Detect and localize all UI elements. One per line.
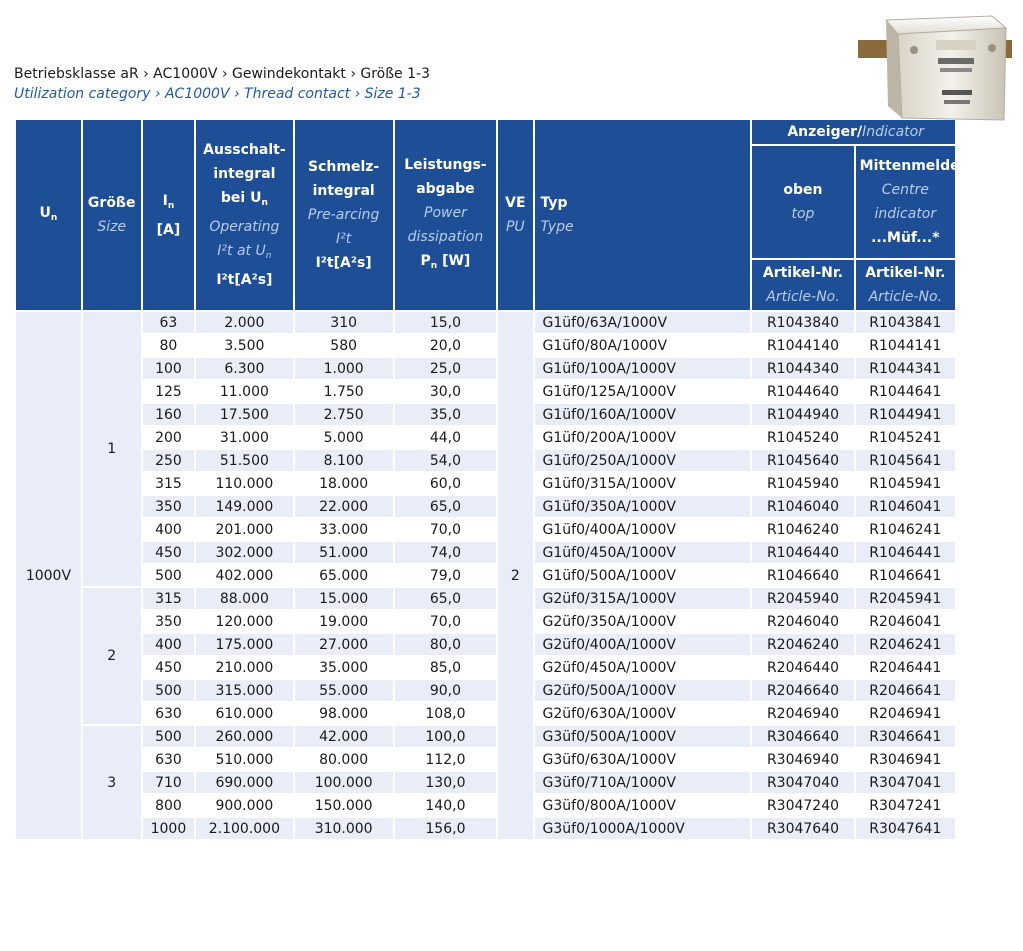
article-centre-cell: R3047641 (856, 818, 955, 839)
melting-integral-cell: 22.000 (295, 496, 393, 517)
header-breaking-integral: Ausschalt- integral bei $U_n$ Operating I²t at $U_n$ I²t[A²s] (196, 120, 292, 310)
breaking-integral-cell: 175.000 (196, 634, 292, 655)
breaking-integral-cell: 3.500 (196, 335, 292, 356)
fuse-table (14, 118, 967, 841)
rated-current-cell: 80 (143, 335, 195, 356)
power-dissipation-cell: 100,0 (395, 726, 496, 747)
article-centre-cell: R1044641 (856, 381, 955, 402)
table-row (16, 450, 955, 471)
article-top-cell: R1043840 (752, 312, 853, 333)
melting-integral-cell: 33.000 (295, 519, 393, 540)
power-dissipation-cell: 44,0 (395, 427, 496, 448)
ve-cell: 2 (498, 312, 532, 839)
article-top-cell: R1044940 (752, 404, 853, 425)
article-centre-cell: R1044341 (856, 358, 955, 379)
size-cell: 1 (83, 312, 141, 586)
table-row (16, 726, 955, 747)
breaking-integral-cell: 6.300 (196, 358, 292, 379)
rated-current-cell: 630 (143, 703, 195, 724)
rated-current-cell: 450 (143, 657, 195, 678)
title-block (14, 64, 430, 104)
table-row (16, 680, 955, 701)
article-centre-cell: R1046641 (856, 565, 955, 586)
melting-integral-cell: 310 (295, 312, 393, 333)
type-cell: G3üf0/500A/1000V (535, 726, 751, 747)
header-type: Typ Type (535, 120, 751, 310)
fuse-product-image (852, 6, 1017, 128)
table-row (16, 565, 955, 586)
type-cell: G1üf0/450A/1000V (535, 542, 751, 563)
title-german: Betriebsklasse aR › AC1000V › Gewindekontakt › Größe 1-3 (14, 66, 430, 82)
breaking-integral-cell: 260.000 (196, 726, 292, 747)
melting-integral-cell: 51.000 (295, 542, 393, 563)
type-cell: G1üf0/100A/1000V (535, 358, 751, 379)
type-cell: G2üf0/350A/1000V (535, 611, 751, 632)
breaking-integral-cell: 149.000 (196, 496, 292, 517)
breaking-integral-cell: 210.000 (196, 657, 292, 678)
header-un: $U_n$ (16, 120, 81, 310)
type-cell: G3üf0/710A/1000V (535, 772, 751, 793)
table-row (16, 634, 955, 655)
melting-integral-cell: 55.000 (295, 680, 393, 701)
rated-current-cell: 160 (143, 404, 195, 425)
type-cell: G2üf0/450A/1000V (535, 657, 751, 678)
type-cell: G2üf0/400A/1000V (535, 634, 751, 655)
breaking-integral-cell: 302.000 (196, 542, 292, 563)
power-dissipation-cell: 140,0 (395, 795, 496, 816)
header-power-dissipation: Leistungs- abgabe Power dissipation $P_n$ [W] (395, 120, 496, 310)
table-row (16, 519, 955, 540)
melting-integral-cell: 42.000 (295, 726, 393, 747)
table-row (16, 657, 955, 678)
article-top-cell: R1045240 (752, 427, 853, 448)
power-dissipation-cell: 112,0 (395, 749, 496, 770)
type-cell: G3üf0/1000A/1000V (535, 818, 751, 839)
breaking-integral-cell: 17.500 (196, 404, 292, 425)
table-row (16, 496, 955, 517)
article-centre-cell: R1044141 (856, 335, 955, 356)
rated-current-cell: 125 (143, 381, 195, 402)
breaking-integral-cell: 315.000 (196, 680, 292, 701)
type-cell: G1üf0/80A/1000V (535, 335, 751, 356)
table-row (16, 381, 955, 402)
power-dissipation-cell: 30,0 (395, 381, 496, 402)
fuse-table-body (16, 312, 955, 839)
article-top-cell: R2046440 (752, 657, 853, 678)
melting-integral-cell: 580 (295, 335, 393, 356)
melting-integral-cell: 310.000 (295, 818, 393, 839)
power-dissipation-cell: 15,0 (395, 312, 496, 333)
breaking-integral-cell: 11.000 (196, 381, 292, 402)
type-cell: G2üf0/500A/1000V (535, 680, 751, 701)
melting-integral-cell: 98.000 (295, 703, 393, 724)
power-dissipation-cell: 85,0 (395, 657, 496, 678)
power-dissipation-cell: 70,0 (395, 611, 496, 632)
article-centre-cell: R3046941 (856, 749, 955, 770)
type-cell: G2üf0/630A/1000V (535, 703, 751, 724)
rated-current-cell: 450 (143, 542, 195, 563)
melting-integral-cell: 5.000 (295, 427, 393, 448)
melting-integral-cell: 18.000 (295, 473, 393, 494)
type-cell: G3üf0/800A/1000V (535, 795, 751, 816)
size-cell: 2 (83, 588, 141, 724)
breaking-integral-cell: 2.100.000 (196, 818, 292, 839)
header-in: $I_n$ [A] (143, 120, 195, 310)
type-cell: G1üf0/250A/1000V (535, 450, 751, 471)
rated-current-cell: 630 (143, 749, 195, 770)
power-dissipation-cell: 130,0 (395, 772, 496, 793)
table-row (16, 795, 955, 816)
rated-current-cell: 350 (143, 611, 195, 632)
rated-current-cell: 1000 (143, 818, 195, 839)
article-centre-cell: R1044941 (856, 404, 955, 425)
breaking-integral-cell: 201.000 (196, 519, 292, 540)
rated-current-cell: 100 (143, 358, 195, 379)
power-dissipation-cell: 80,0 (395, 634, 496, 655)
type-cell: G1üf0/400A/1000V (535, 519, 751, 540)
header-article-top: Artikel-Nr. Article-No. (752, 260, 853, 310)
breaking-integral-cell: 120.000 (196, 611, 292, 632)
power-dissipation-cell: 108,0 (395, 703, 496, 724)
article-top-cell: R3047240 (752, 795, 853, 816)
power-dissipation-cell: 65,0 (395, 588, 496, 609)
melting-integral-cell: 150.000 (295, 795, 393, 816)
article-centre-cell: R2046941 (856, 703, 955, 724)
article-top-cell: R3046940 (752, 749, 853, 770)
article-centre-cell: R2046641 (856, 680, 955, 701)
article-centre-cell: R1045241 (856, 427, 955, 448)
article-top-cell: R3047640 (752, 818, 853, 839)
article-top-cell: R2045940 (752, 588, 853, 609)
header-indicator: Anzeiger/Indicator (752, 120, 955, 144)
article-top-cell: R3046640 (752, 726, 853, 747)
power-dissipation-cell: 60,0 (395, 473, 496, 494)
table-row (16, 404, 955, 425)
power-dissipation-cell: 65,0 (395, 496, 496, 517)
size-cell: 3 (83, 726, 141, 839)
power-dissipation-cell: 79,0 (395, 565, 496, 586)
article-top-cell: R1046240 (752, 519, 853, 540)
rated-current-cell: 500 (143, 726, 195, 747)
table-row (16, 542, 955, 563)
table-row (16, 772, 955, 793)
type-cell: G1üf0/500A/1000V (535, 565, 751, 586)
title-english: Utilization category › AC1000V › Thread contact › Size 1-3 (14, 86, 421, 102)
melting-integral-cell: 15.000 (295, 588, 393, 609)
breaking-integral-cell: 610.000 (196, 703, 292, 724)
article-top-cell: R1044340 (752, 358, 853, 379)
table-row (16, 312, 955, 333)
breaking-integral-cell: 51.500 (196, 450, 292, 471)
breaking-integral-cell: 110.000 (196, 473, 292, 494)
breaking-integral-cell: 690.000 (196, 772, 292, 793)
article-centre-cell: R1043841 (856, 312, 955, 333)
power-dissipation-cell: 70,0 (395, 519, 496, 540)
table-row (16, 588, 955, 609)
breaking-integral-cell: 88.000 (196, 588, 292, 609)
header-melting-integral: Schmelz- integral Pre-arcing I²t I²t[A²s] (295, 120, 393, 310)
rated-current-cell: 500 (143, 680, 195, 701)
article-centre-cell: R3047041 (856, 772, 955, 793)
rated-current-cell: 250 (143, 450, 195, 471)
breaking-integral-cell: 31.000 (196, 427, 292, 448)
article-centre-cell: R3046641 (856, 726, 955, 747)
article-centre-cell: R2046041 (856, 611, 955, 632)
type-cell: G3üf0/630A/1000V (535, 749, 751, 770)
table-row (16, 818, 955, 839)
rated-current-cell: 800 (143, 795, 195, 816)
breaking-integral-cell: 900.000 (196, 795, 292, 816)
article-top-cell: R2046940 (752, 703, 853, 724)
type-cell: G1üf0/315A/1000V (535, 473, 751, 494)
power-dissipation-cell: 25,0 (395, 358, 496, 379)
power-dissipation-cell: 156,0 (395, 818, 496, 839)
article-top-cell: R1045640 (752, 450, 853, 471)
breaking-integral-cell: 2.000 (196, 312, 292, 333)
article-top-cell: R3047040 (752, 772, 853, 793)
rated-current-cell: 200 (143, 427, 195, 448)
article-centre-cell: R1046241 (856, 519, 955, 540)
power-dissipation-cell: 74,0 (395, 542, 496, 563)
article-centre-cell: R3047241 (856, 795, 955, 816)
rated-current-cell: 400 (143, 519, 195, 540)
article-top-cell: R2046240 (752, 634, 853, 655)
rated-current-cell: 710 (143, 772, 195, 793)
header-ve: VE PU (498, 120, 532, 310)
melting-integral-cell: 19.000 (295, 611, 393, 632)
article-top-cell: R2046040 (752, 611, 853, 632)
type-cell: G2üf0/315A/1000V (535, 588, 751, 609)
table-row (16, 611, 955, 632)
table-row (16, 749, 955, 770)
header-indicator-centre: Mittenmelder Centre indicator ...Müf...* (856, 146, 955, 258)
article-centre-cell: R2045941 (856, 588, 955, 609)
melting-integral-cell: 2.750 (295, 404, 393, 425)
rated-current-cell: 400 (143, 634, 195, 655)
rated-current-cell: 63 (143, 312, 195, 333)
article-centre-cell: R1046441 (856, 542, 955, 563)
type-cell: G1üf0/160A/1000V (535, 404, 751, 425)
melting-integral-cell: 8.100 (295, 450, 393, 471)
type-cell: G1üf0/200A/1000V (535, 427, 751, 448)
type-cell: G1üf0/63A/1000V (535, 312, 751, 333)
article-top-cell: R1046640 (752, 565, 853, 586)
article-centre-cell: R1045641 (856, 450, 955, 471)
article-top-cell: R1046440 (752, 542, 853, 563)
rated-current-cell: 500 (143, 565, 195, 586)
melting-integral-cell: 27.000 (295, 634, 393, 655)
article-centre-cell: R2046241 (856, 634, 955, 655)
power-dissipation-cell: 54,0 (395, 450, 496, 471)
melting-integral-cell: 100.000 (295, 772, 393, 793)
article-top-cell: R1045940 (752, 473, 853, 494)
melting-integral-cell: 1.000 (295, 358, 393, 379)
melting-integral-cell: 65.000 (295, 565, 393, 586)
table-row (16, 335, 955, 356)
rated-current-cell: 350 (143, 496, 195, 517)
article-top-cell: R1044640 (752, 381, 853, 402)
table-row (16, 703, 955, 724)
table-row (16, 358, 955, 379)
article-top-cell: R2046640 (752, 680, 853, 701)
article-centre-cell: R1046041 (856, 496, 955, 517)
article-top-cell: R1044140 (752, 335, 853, 356)
article-top-cell: R1046040 (752, 496, 853, 517)
header-size: Größe Size (83, 120, 141, 310)
power-dissipation-cell: 90,0 (395, 680, 496, 701)
type-cell: G1üf0/125A/1000V (535, 381, 751, 402)
type-cell: G1üf0/350A/1000V (535, 496, 751, 517)
breaking-integral-cell: 402.000 (196, 565, 292, 586)
header-indicator-top: oben top (752, 146, 853, 258)
power-dissipation-cell: 20,0 (395, 335, 496, 356)
voltage-cell: 1000V (16, 312, 81, 839)
table-row (16, 473, 955, 494)
melting-integral-cell: 1.750 (295, 381, 393, 402)
rated-current-cell: 315 (143, 473, 195, 494)
breaking-integral-cell: 510.000 (196, 749, 292, 770)
melting-integral-cell: 35.000 (295, 657, 393, 678)
table-row (16, 427, 955, 448)
rated-current-cell: 315 (143, 588, 195, 609)
article-centre-cell: R2046441 (856, 657, 955, 678)
article-centre-cell: R1045941 (856, 473, 955, 494)
power-dissipation-cell: 35,0 (395, 404, 496, 425)
melting-integral-cell: 80.000 (295, 749, 393, 770)
header-article-centre: Artikel-Nr. Article-No. (856, 260, 955, 310)
